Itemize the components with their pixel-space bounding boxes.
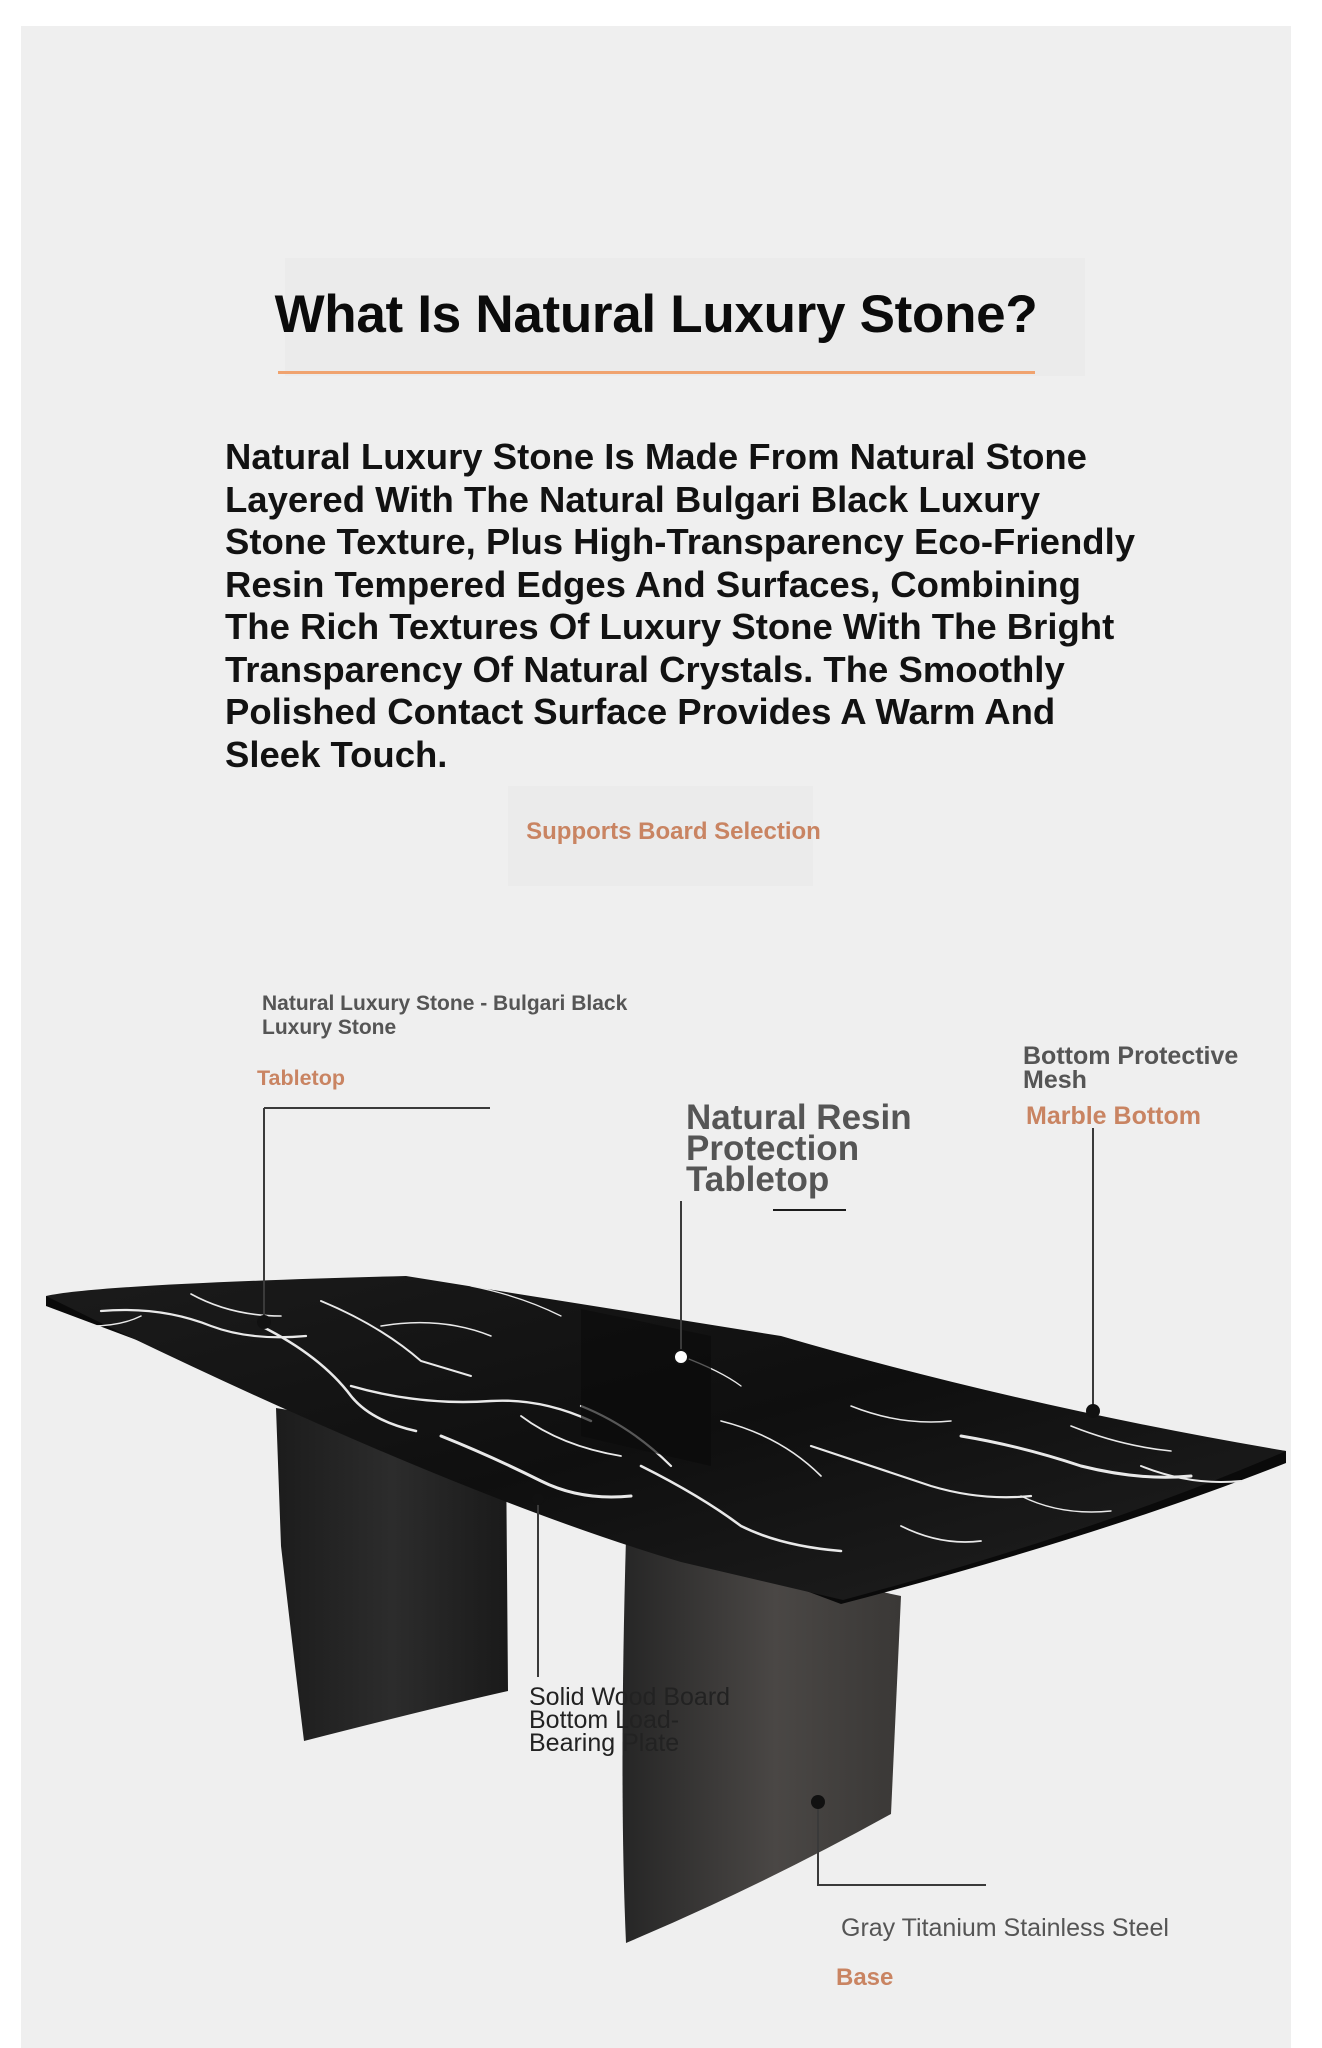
page-title: What Is Natural Luxury Stone? (274, 285, 1038, 344)
protective-mesh-label: Bottom Protective Mesh (1023, 1042, 1239, 1094)
tabletop-accent-label: Tabletop (257, 1066, 345, 1090)
base-accent-label: Base (836, 1964, 894, 1991)
tabletop-material-label: Natural Luxury Stone - Bulgari Black Luxury Stone (262, 992, 628, 1039)
resin-protection-label: Natural Resin Protection Tabletop (686, 1098, 912, 1199)
marble-bottom-accent-label: Marble Bottom (1026, 1102, 1201, 1130)
board-selection-subtitle: Supports Board Selection (526, 818, 821, 845)
load-bearing-plate-label: Solid Wood Board Bottom Load-Bearing Plate (529, 1683, 731, 1757)
product-panel (21, 26, 1291, 2048)
product-description: Natural Luxury Stone Is Made From Natural Stone Layered With The Natural Bulgari Black Luxury Stone Texture, Plus High-Transparency Eco-Friendly Resin Tempered Edges And Surfaces, Combining The Rich Textures Of Luxury Stone With The Bright Transparency Of Natural Crystals. The Smoothly Polished Contact Surface Provides A Warm And Sleek Touch. (225, 436, 1136, 775)
base-material-label: Gray Titanium Stainless Steel (841, 1914, 1169, 1942)
